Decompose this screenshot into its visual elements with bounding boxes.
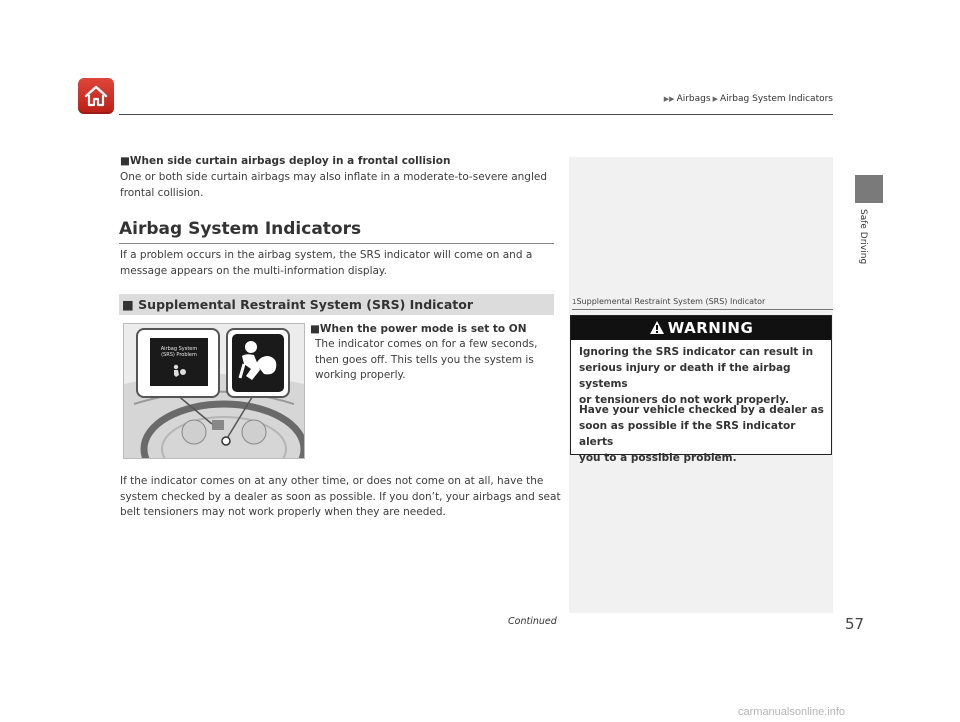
warning-banner: WARNING — [571, 316, 831, 340]
section-title: Airbag System Indicators — [119, 219, 362, 239]
square-bullet-icon: ■ — [122, 297, 139, 312]
breadcrumb-item-indicators[interactable]: Airbag System Indicators — [719, 94, 833, 104]
power-mode-text: The indicator comes on for a few seconds, then goes off. This tells you the system is working properly. — [315, 338, 538, 381]
square-bullet-icon: ■ — [310, 323, 320, 335]
note-marker: 1 — [572, 298, 577, 306]
multi-info-display: Airbag System (SRS) Problem — [150, 338, 208, 386]
square-bullet-icon: ■ — [120, 155, 130, 167]
chapter-tab-label: Safe Driving — [858, 209, 868, 265]
breadcrumb-arrow-icon: ▶▶ — [663, 95, 675, 103]
breadcrumb-arrow-icon: ▶ — [712, 95, 718, 103]
srs-advice-text: If the indicator comes on at any other time, or does not come on at all, have the system checked by a dealer as soon as possible. If you don’t, your airbags and seat belt tensioners may not work properly when they are needed. — [120, 475, 561, 518]
srs-indicator-illustration — [123, 323, 305, 459]
note-heading: 1Supplemental Restraint System (SRS) Indicator — [572, 297, 766, 306]
section-divider — [119, 243, 554, 244]
airbag-warning-icon — [232, 334, 284, 392]
srs-indicator-callout — [226, 328, 290, 398]
display-callout — [136, 328, 220, 398]
power-mode-subheading: ■When the power mode is set to ON — [310, 323, 527, 335]
warning-triangle-icon — [649, 320, 665, 335]
header-divider — [119, 114, 833, 115]
page-number: 57 — [845, 615, 865, 633]
warning-text-1: Ignoring the SRS indicator can result in serious injury or death if the airbag systems or tensioners do not work properly. — [579, 346, 814, 406]
srs-small-icon — [171, 364, 187, 378]
continued-label: Continued — [508, 616, 557, 627]
intro-text: One or both side curtain airbags may also inflate in a moderate-to-severe angled frontal collision. — [120, 171, 548, 199]
chapter-tab[interactable] — [855, 175, 883, 203]
note-divider — [572, 309, 833, 310]
watermark: carmanualsonline.info — [738, 706, 846, 718]
home-button[interactable] — [78, 78, 114, 114]
breadcrumb — [662, 94, 833, 104]
section-intro-text: If a problem occurs in the airbag system, the SRS indicator will come on and a message appears on the multi-information display. — [120, 249, 533, 277]
warning-box — [570, 315, 832, 464]
srs-indicator-heading: ■ Supplemental Restraint System (SRS) Indicator — [119, 294, 554, 315]
intro-subheading: ■When side curtain airbags deploy in a frontal collision — [120, 155, 451, 167]
home-icon — [82, 82, 110, 110]
breadcrumb-item-airbags[interactable]: Airbags — [676, 94, 711, 104]
warning-text-2: Have your vehicle checked by a dealer as soon as possible if the SRS indicator alerts you to a possible problem. — [579, 404, 824, 464]
